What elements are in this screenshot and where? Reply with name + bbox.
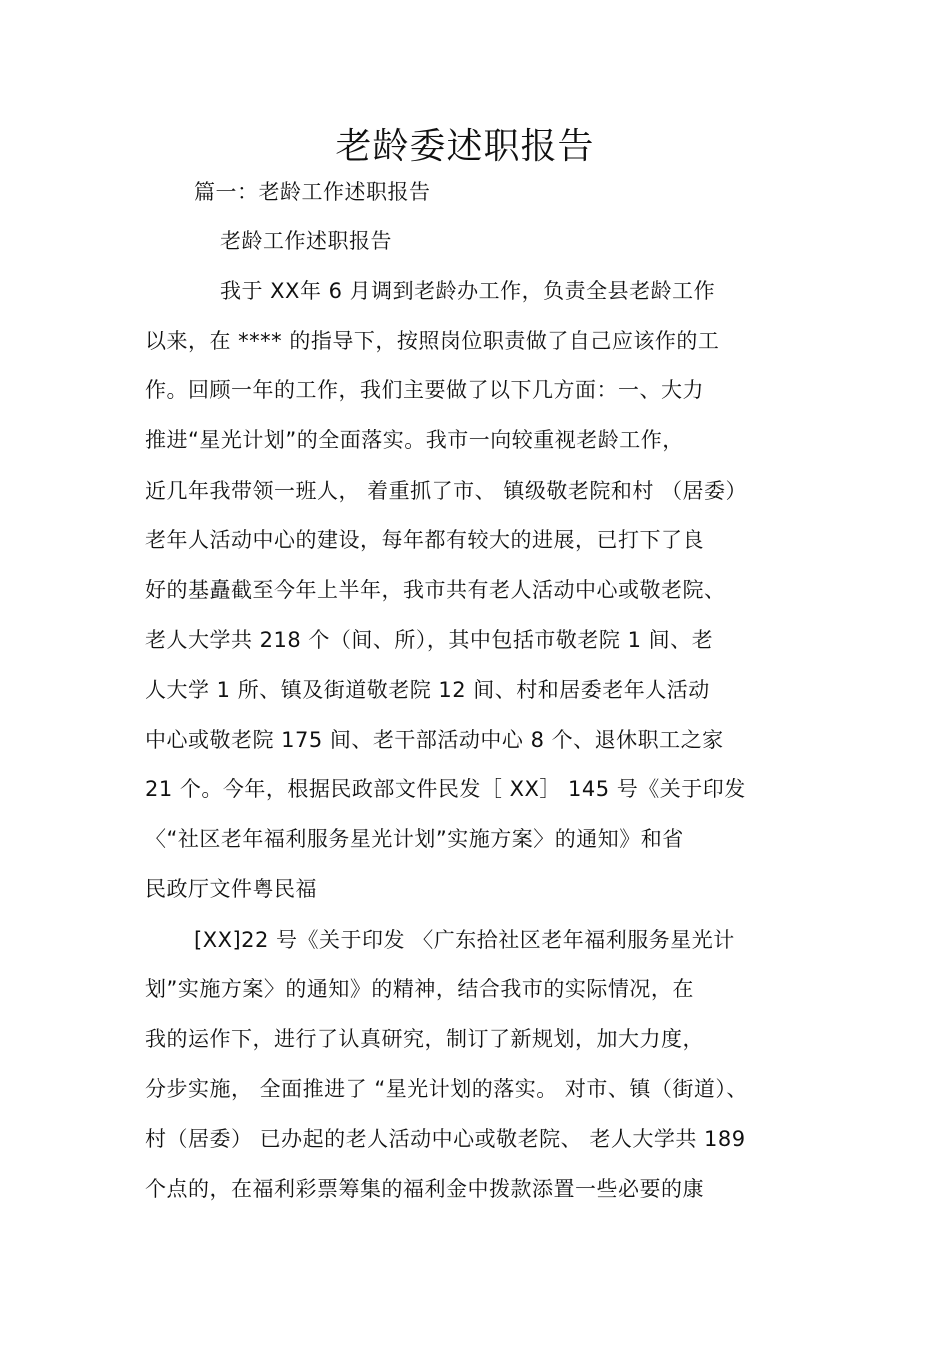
- paragraph-line: 近几年我带领一班人， 着重抓了市、 镇级敬老院和村 （居委）: [145, 479, 748, 503]
- paragraph-line: 中心或敬老院 175 间、老干部活动中心 8 个、退休职工之家: [145, 728, 724, 752]
- paragraph-line: 老年人活动中心的建设，每年都有较大的进展，已打下了良: [145, 528, 704, 552]
- paragraph-line: 我的运作下，进行了认真研究，制订了新规划，加大力度，: [145, 1027, 704, 1051]
- paragraph-line: 好的基矗截至今年上半年，我市共有老人活动中心或敬老院、: [145, 578, 726, 602]
- paragraph-line: 推进“星光计划”的全面落实。我市一向较重视老龄工作，: [145, 428, 684, 452]
- report-subtitle: 老龄工作述职报告: [220, 229, 392, 253]
- paragraph-line: 人大学 1 所、镇及街道敬老院 12 间、村和居委老年人活动: [145, 678, 710, 702]
- section-heading: 篇一：老龄工作述职报告: [194, 180, 431, 204]
- paragraph-line: [XX]22 号《关于印发 〈广东拾社区老年福利服务星光计: [194, 928, 735, 952]
- paragraph-line: 分步实施， 全面推进了 “星光计划的落实。 对市、镇（街道）、: [145, 1077, 748, 1101]
- paragraph-line: 划”实施方案〉的通知》的精神，结合我市的实际情况，在: [145, 977, 694, 1001]
- paragraph-line: 个点的，在福利彩票筹集的福利金中拨款添置一些必要的康: [145, 1177, 704, 1201]
- paragraph-line: 我于 XX年 6 月调到老龄办工作，负责全县老龄工作: [220, 279, 716, 303]
- paragraph-line: 作。回顾一年的工作，我们主要做了以下几方面：一、大力: [145, 378, 704, 402]
- paragraph-line: 村（居委） 已办起的老人活动中心或敬老院、 老人大学共 189: [145, 1127, 746, 1151]
- paragraph-line: 老人大学共 218 个（间、所），其中包括市敬老院 1 间、老: [145, 628, 714, 652]
- paragraph-line: 21 个。今年，根据民政部文件民发［ XX］ 145 号《关于印发: [145, 777, 746, 801]
- paragraph-line: 民政厅文件粤民福: [145, 877, 317, 901]
- paragraph-line: 〈“社区老年福利服务星光计划”实施方案〉的通知》和省: [145, 827, 684, 851]
- paragraph-line: 以来，在 **** 的指导下，按照岗位职责做了自己应该作的工: [145, 329, 720, 353]
- document-title: 老龄委述职报告: [335, 126, 595, 167]
